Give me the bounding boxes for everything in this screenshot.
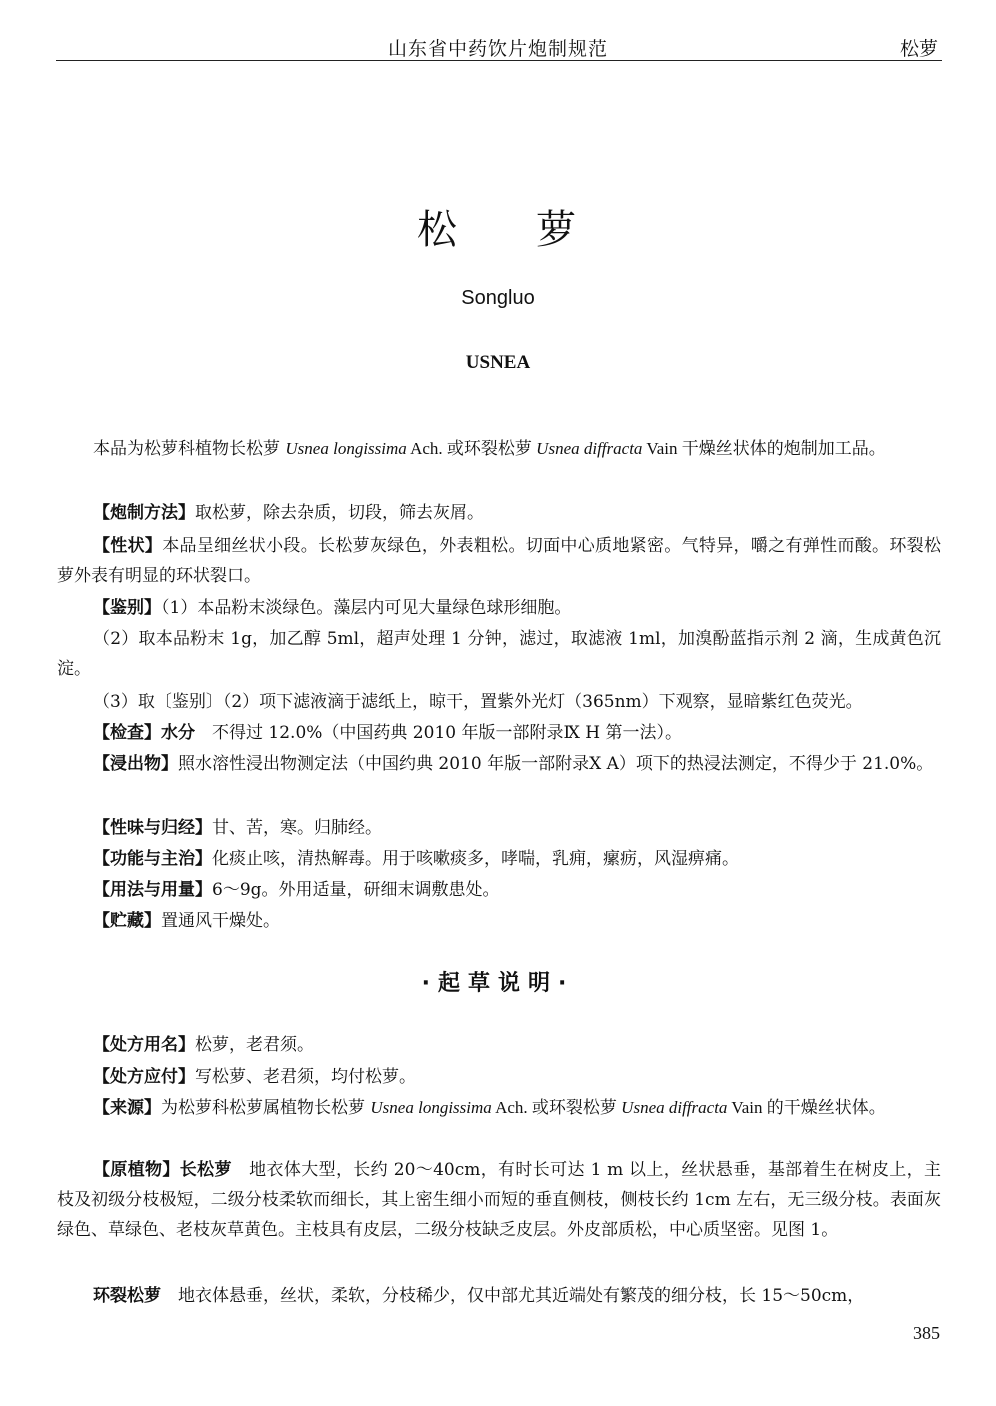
section-label: 【性味与归经】 xyxy=(93,818,212,838)
identification-item-3: （3）取〔鉴别〕（2）项下滤液滴于滤纸上，晾干，置紫外光灯（365nm）下观察，显暗紫红色荧光。 xyxy=(93,692,863,712)
entry-latin: USNEA xyxy=(465,352,531,373)
dispensing-paragraph: 【处方应付】写松萝、老君须，均付松萝。 xyxy=(93,1067,416,1087)
page-number: 385 xyxy=(913,1323,940,1343)
section-label: 【用法与用量】 xyxy=(93,880,212,900)
identification-item-2: （2）取本品粉末 1g，加乙醇 5ml，超声处理 1 分钟，滤过，取滤液 1ml，加溴酚蓝指示剂 2 滴，生成黄色沉淀。 xyxy=(57,629,941,679)
book-title: 山东省中药饮片炮制规范 xyxy=(387,38,608,60)
section-label: 【原植物】 xyxy=(93,1160,180,1180)
section-label: 【浸出物】 xyxy=(93,754,178,774)
identification-paragraph: 【鉴别】（1）本品粉末淡绿色。藻层内可见大量绿色球形细胞。 xyxy=(93,598,572,618)
original-plant-paragraph: 【原植物】长松萝 地衣体大型，长约 20～40cm，有时长可达 1 m 以上，丝状悬垂，基部着生在树皮上，主枝及初级分枝极短，二级分枝柔软而细长，其上密生细小而短的垂直侧枝，侧枝长约 1cm 左右，无三级分枝。表面灰绿色、草绿色、老枝灰草黄色。主枝具有皮层，二级分枝缺乏皮层。外皮部质松，中心质坚密。见图 1。 xyxy=(57,1160,942,1240)
intro-paragraph: 本品为松萝科植物长松萝 Usnea longissima Ach. 或环裂松萝 Usnea diffracta Vain 干燥丝状体的炮制加工品。 xyxy=(93,439,886,459)
section-label: 【炮制方法】 xyxy=(93,503,195,523)
section-sublabel: 水分 xyxy=(161,723,195,743)
latin-name: Usnea longissima xyxy=(285,439,407,458)
source-paragraph: 【来源】为松萝科松萝属植物长松萝 Usnea longissima Ach. 或环裂松萝 Usnea diffracta Vain 的干燥丝状体。 xyxy=(93,1098,886,1118)
prescription-name-paragraph: 【处方用名】松萝，老君须。 xyxy=(93,1035,314,1055)
latin-name: Usnea diffracta xyxy=(536,439,643,458)
entry-title xyxy=(0,198,996,255)
inspection-paragraph: 【检查】水分 不得过 12.0%（中国药典 2010 年版一部附录Ⅸ H 第一法）。 xyxy=(93,723,683,743)
entry-name: 松萝 xyxy=(899,38,938,60)
section-label: 【处方用名】 xyxy=(93,1035,195,1055)
section-sublabel: 环裂松萝 xyxy=(93,1286,161,1306)
section-label: 【性状】 xyxy=(93,536,163,556)
section-sublabel: 长松萝 xyxy=(179,1160,232,1180)
function-paragraph: 【功能与主治】化痰止咳，清热解毒。用于咳嗽痰多，哮喘，乳痈，瘰疬，风湿痹痛。 xyxy=(93,849,739,869)
running-header xyxy=(56,22,940,62)
header-rule xyxy=(56,60,942,61)
section-label: 【检查】 xyxy=(93,723,161,743)
ring-plant-paragraph: 环裂松萝 地衣体悬垂，丝状，柔软，分枝稀少，仅中部尤其近端处有繁茂的细分枝，长 15～50cm， xyxy=(93,1286,865,1306)
section-label: 【来源】 xyxy=(93,1098,161,1118)
entry-pinyin: Songluo xyxy=(461,287,535,309)
extract-paragraph: 【浸出物】照水溶性浸出物测定法（中国约典 2010 年版一部附录Ⅹ A）项下的热浸法测定，不得少于 21.0%。 xyxy=(93,754,934,774)
character-paragraph: 【性状】本品呈细丝状小段。长松萝灰绿色，外表粗松。切面中心质地紧密。气特异，嚼之有弹性而酸。环裂松萝外表有明显的环状裂口。 xyxy=(57,536,941,586)
latin-name: Usnea diffracta xyxy=(621,1098,728,1117)
section-label: 【贮藏】 xyxy=(93,911,161,931)
processing-paragraph: 【炮制方法】取松萝，除去杂质，切段，筛去灰屑。 xyxy=(93,503,484,523)
dosage-paragraph: 【用法与用量】6～9g。外用适量，研细末调敷患处。 xyxy=(93,880,500,900)
latin-name: Usnea longissima xyxy=(370,1098,492,1117)
entry-title-char-2: 萝 xyxy=(536,207,579,253)
nature-paragraph: 【性味与归经】甘、苦，寒。归肺经。 xyxy=(93,818,382,838)
drafting-section-title: ·起草说明· xyxy=(421,971,575,996)
section-label: 【功能与主治】 xyxy=(93,849,212,869)
section-label: 【鉴别】 xyxy=(93,598,161,618)
section-label: 【处方应付】 xyxy=(93,1067,195,1087)
entry-title-char-1: 松 xyxy=(417,207,460,253)
storage-paragraph: 【贮藏】置通风干燥处。 xyxy=(93,911,280,931)
